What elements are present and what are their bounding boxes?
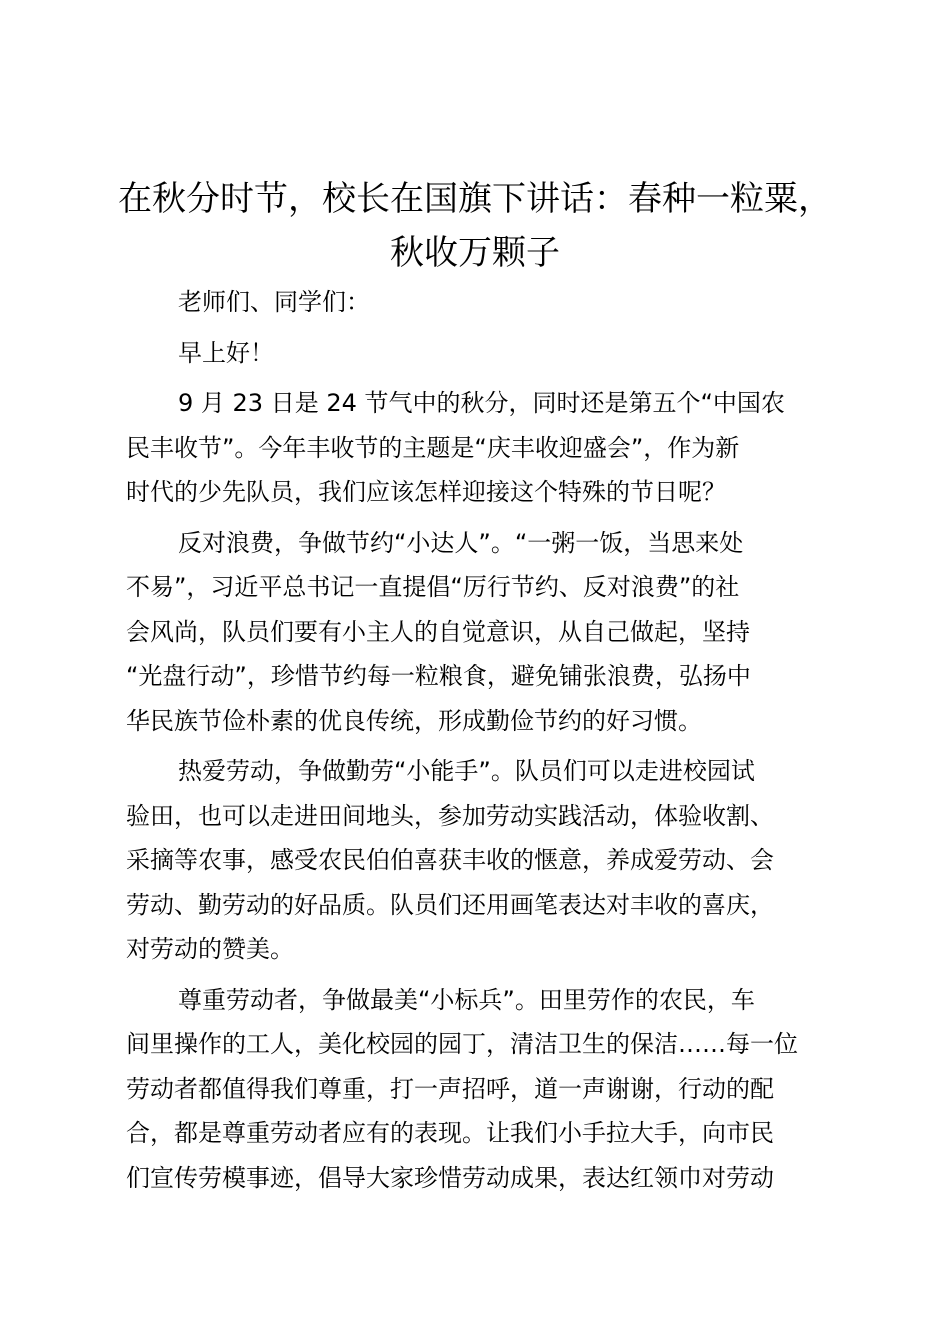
greeting	[126, 331, 836, 376]
paragraph-respect	[126, 978, 836, 1201]
title-line-2: 秋收万颗子	[390, 233, 560, 273]
paragraph-intro	[126, 381, 836, 515]
paragraph-thrift	[126, 521, 836, 744]
paragraph-line: “光盘行动”，珍惜节约每一粒粮食，避免铺张浪费，弘扬中	[126, 662, 751, 690]
paragraph-line: 合，都是尊重劳动者应有的表现。让我们小手拉大手，向市民	[126, 1119, 774, 1147]
paragraph-line: 早上好！	[178, 338, 274, 367]
paragraph-line: 间里操作的工人，美化校园的园丁，清洁卫生的保洁……每一位	[126, 1030, 798, 1058]
paragraph-line: 热爱劳动，争做勤劳“小能手”。队员们可以走进校园试	[178, 757, 755, 785]
paragraph-line: 们宣传劳模事迹，倡导大家珍惜劳动成果，表达红领巾对劳动	[126, 1163, 774, 1192]
paragraph-line: 验田，也可以走进田间地头，参加劳动实践活动，体验收割、	[126, 801, 774, 830]
paragraph-line: 民丰收节”。今年丰收节的主题是“庆丰收迎盛会”，作为新	[126, 433, 740, 462]
paragraph-line: 华民族节俭朴素的优良传统，形成勤俭节约的好习惯。	[126, 706, 702, 735]
paragraph-line: 9 月 23 日是 24 节气中的秋分，同时还是第五个“中国农	[178, 389, 785, 417]
paragraph-line: 对劳动的赞美。	[126, 935, 294, 963]
paragraph-line: 尊重劳动者，争做最美“小标兵”。田里劳作的农民，车	[178, 985, 755, 1014]
paragraph-labor	[126, 749, 836, 972]
paragraph-line: 时代的少先队员，我们应该怎样迎接这个特殊的节日呢？	[126, 478, 726, 506]
title-line-1: 在秋分时节，校长在国旗下讲话：春种一粒粟，	[118, 179, 832, 219]
paragraph-line: 反对浪费，争做节约“小达人”。“一粥一饭，当思来处	[178, 528, 744, 557]
salutation	[126, 280, 836, 325]
paragraph-line: 会风尚，队员们要有小主人的自觉意识，从自己做起，坚持	[126, 617, 750, 646]
document-body	[126, 280, 836, 1206]
paragraph-line: 老师们、同学们：	[178, 288, 370, 316]
paragraph-line: 劳动者都值得我们尊重，打一声招呼，道一声谢谢，行动的配	[126, 1074, 774, 1103]
paragraph-line: 劳动、勤劳动的好品质。队员们还用画笔表达对丰收的喜庆，	[126, 890, 774, 919]
paragraph-line: 采摘等农事，感受农民伯伯喜获丰收的惬意，养成爱劳动、会	[126, 846, 774, 874]
paragraph-line: 不易”，习近平总书记一直提倡“厉行节约、反对浪费”的社	[126, 573, 740, 601]
document-title	[110, 172, 840, 280]
